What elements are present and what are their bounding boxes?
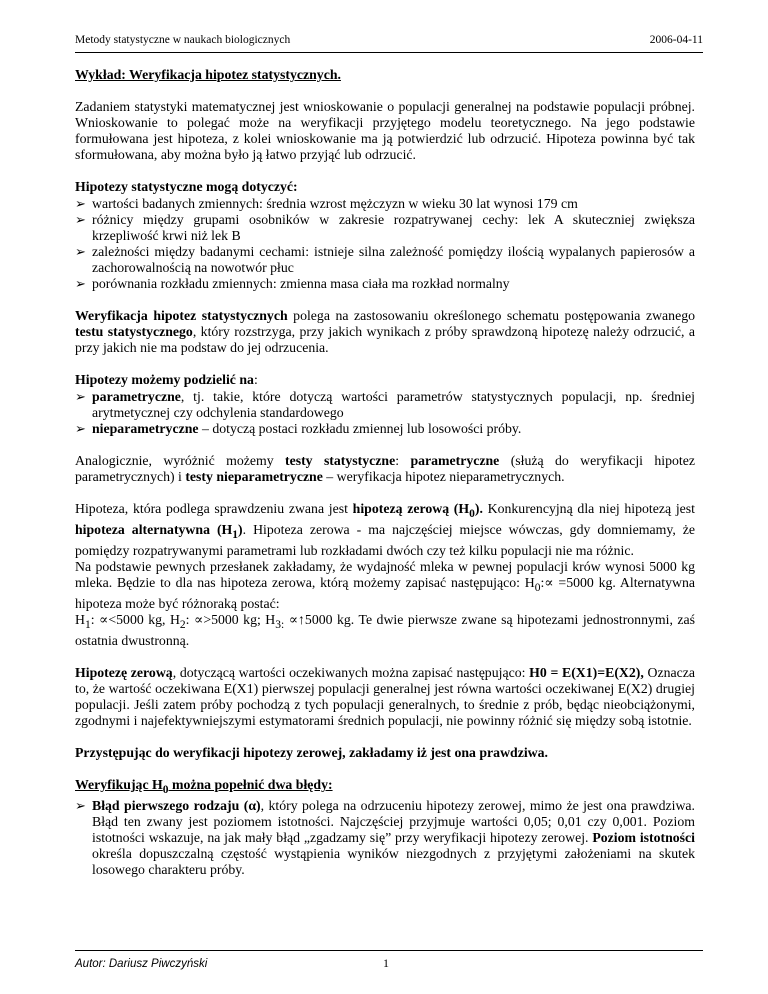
list-item: ➢ porównania rozkładu zmiennych: zmienna masa ciała ma rozkład normalny xyxy=(75,276,510,292)
expected-value-paragraph: Hipotezę zerową, dotyczącą wartości oczekiwanych można zapisać następująco: H0 = E(X1)=E(X2), Oznacza to, że wartość oczekiwana E(X1) pierwszej populacji generalnej jest równa wartości oczekiwanej E(X2) drugiej populacji. Jeśli zatem próby pochodzą z tych populacji generalnych, to średnie z prób, będąc nieobciążonymi, zgodnymi i najefektywniejszymi estymatorami średnich populacji, nie powinny różnić się między sobą istotnie. xyxy=(75,664,696,728)
errors-list xyxy=(75,798,695,878)
assumption-paragraph: Przystępując do weryfikacji hipotezy zerowej, zakładamy iż jest ona prawdziwa. xyxy=(75,745,548,761)
null-hypothesis-paragraph: Hipoteza, która podlega sprawdzeniu zwana jest hipotezą zerową $(H_0)$. Konkurencyjną dla niej hipotezą jest hipoteza alternatywna $(H_1)$. Hipoteza zerowa - ma najczęściej miejsce wówczas, gdy domniemamy, że pomiędzy rozpatrywanymi parametrami lub rozkładami dwóch czy też kilku populacji nie ma różnic. xyxy=(75,500,695,558)
intro-paragraph: Zadaniem statystyki matematycznej jest wnioskowanie o populacji generalnej na podstawie populacji próbnej. Wnioskowanie to polegać może na weryfikacji przyjętego modelu teoretycznego. Na jego podstawie formułowana jest hipoteza, z kolei wnioskowanie ma ją potwierdzić lub odrzucić. Hipoteza powinna być tak sformułowana, aby można było ją łatwo przyjąć lub odrzucić. xyxy=(75,99,695,163)
arrow-bullet-icon: ➢ xyxy=(75,195,86,211)
milk-example-paragraph: Na podstawie pewnych przesłanek zakładamy, że wydajność mleka w pewnej populacji krów wynosi 5000 kg mleka. Będzie to dla nas hipoteza zerowa, którą możemy zapisać następująco: $H_0:\propto =5000$ kg. Alternatywna hipoteza może być różnoraką postać: xyxy=(75,558,695,611)
page-header xyxy=(75,34,703,46)
header-title: Metody statystyczne w naukach biologicznych xyxy=(75,34,291,46)
arrow-bullet-icon: ➢ xyxy=(75,798,86,814)
verification-paragraph: Weryfikacja hipotez statystycznych polega na zastosowaniu określonego schematu postępowania zwanego testu statystycznego, który rozstrzyga, przy jakich wynikach z próby sprawdzoną hipotezę należy odrzucić, a przy jakich nie ma podstaw do jej odrzucenia. xyxy=(75,308,695,356)
arrow-bullet-icon: ➢ xyxy=(75,243,86,259)
arrow-bullet-icon: ➢ xyxy=(75,211,86,227)
arrow-bullet-icon: ➢ xyxy=(75,420,86,436)
list-item: ➢ wartości badanych zmiennych: średnia wzrost mężczyzn w wieku 30 lat wynosi 179 cm xyxy=(75,195,578,211)
list-item: ➢ parametryczne, tj. takie, które dotyczą wartości parametrów statystycznych populacji, np. średniej arytmetycznej czy odchylenia standardowego xyxy=(75,388,695,420)
arrow-bullet-icon: ➢ xyxy=(75,276,86,292)
hyp-concern-heading: Hipotezy statystyczne mogą dotyczyć: xyxy=(75,179,298,195)
division-list xyxy=(75,389,695,437)
arrow-bullet-icon: ➢ xyxy=(75,388,86,404)
document-page xyxy=(75,0,703,994)
list-item: ➢ nieparametryczne – dotyczą postaci rozkładu zmiennej lub losowości próby. xyxy=(75,420,522,436)
footer-author: Autor: Dariusz Piwczyński xyxy=(75,958,208,970)
tests-paragraph: Analogicznie, wyróżnić możemy testy statystyczne: parametryczne (służą do weryfikacji hipotez parametrycznych) i testy nieparametryczne – weryfikacja hipotez nieparametrycznych. xyxy=(75,452,695,484)
division-heading: Hipotezy możemy podzielić na: xyxy=(75,372,258,388)
lecture-title: Wykład: Weryfikacja hipotez statystycznych. xyxy=(75,67,341,82)
errors-heading: Weryfikując $H_0$ można popełnić dwa błędy: xyxy=(75,777,333,796)
alternatives-paragraph: $H_1$: ∝<5000 kg, $H_2$: ∝>5000 kg; $H_{3:}$ ∝↑5000 kg. Te dwie pierwsze zwane są hipotezami jednostronnymi, zaś ostatnia dwustronną. xyxy=(75,611,695,648)
header-rule xyxy=(75,52,703,53)
document-body xyxy=(75,67,695,879)
hyp-concern-list xyxy=(75,196,695,293)
list-item: ➢ Błąd pierwszego rodzaju (α), który polega na odrzuceniu hipotezy zerowej, mimo że jest ona prawdziwa. Błąd ten zwany jest poziomem istotności. Najczęściej przyjmuje wartości 0,05; 0,01 czy 0,001. Poziom istotności wskazuje, na jak mały błąd „zgadzamy się” przy weryfikacji hipotezy zerowej. Poziom istotności określa dopuszczalną częstość wystąpienia wyników niezgodnych z przyjętymi założeniami na skutek losowego charakteru próby. xyxy=(75,798,696,878)
list-item: ➢ różnicy między grupami osobników w zakresie rozpatrywanej cechy: lek A skuteczniej zwiększa krzepliwość krwi niż lek B xyxy=(75,211,695,243)
page-number: 1 xyxy=(383,956,389,970)
footer-rule xyxy=(75,950,703,951)
page-footer xyxy=(75,956,695,971)
list-item: ➢ zależności między badanymi cechami: istnieje silna zależność pomiędzy ilością wypalanych papierosów a zachorowalnością na nowotwór płuc xyxy=(75,243,695,275)
header-date: 2006-04-11 xyxy=(649,34,703,46)
